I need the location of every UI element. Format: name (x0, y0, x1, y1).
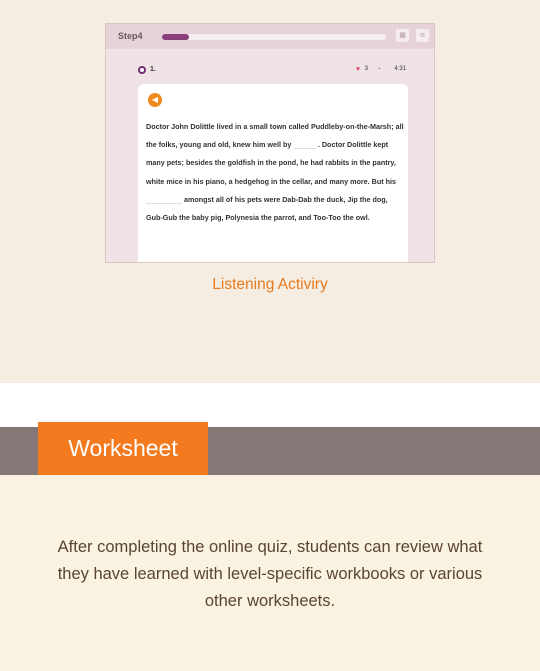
worksheet-tab: Worksheet (38, 422, 208, 475)
activity-caption: Listening Activiry (212, 276, 328, 293)
answer-blank-2[interactable]: ________ (146, 194, 182, 204)
question-number: 1. (150, 66, 156, 73)
app-header (106, 24, 434, 49)
passage-part-2: . Doctor Dolittle kept many pets; besides the goldfish in the pond, he had rabbits in the pantry, white mice in his piano, a hedgehog in the cellar, and many more. But his (146, 140, 397, 186)
progress-fill (162, 34, 189, 40)
heart-icon: ♥ (355, 66, 360, 73)
progress-bar (162, 34, 386, 40)
hearts-count: 3 (364, 66, 368, 72)
grid-icon[interactable]: ▦ (396, 29, 409, 42)
passage-card (138, 84, 408, 263)
divider-gap (0, 383, 540, 427)
menu-icon[interactable]: ≡ (416, 29, 429, 42)
question-row (138, 66, 406, 80)
step-label: Step4 (118, 31, 143, 41)
passage-text (146, 118, 404, 227)
speaker-icon[interactable]: ◀ (148, 93, 162, 107)
worksheet-description: After completing the online quiz, students can review what they have learned with level-specific workbooks or various other worksheets. (57, 538, 483, 610)
question-circle-icon (138, 66, 146, 74)
app-screenshot (105, 23, 435, 263)
passage-part-1: Doctor John Dolittle lived in a small town called Puddleby-on-the-Marsh; all the folks, young and old, knew him well by (146, 122, 404, 150)
passage-part-3: amongst all of his pets were Dab-Dab the duck, Jip the dog, Gub-Gub the baby pig, Polynesia the parrot, and Too-Too the owl. (146, 194, 388, 223)
timer-icon: ◔ (376, 66, 381, 73)
timer: 4:31 (394, 66, 406, 72)
answer-blank-1[interactable]: _____ (293, 140, 316, 150)
